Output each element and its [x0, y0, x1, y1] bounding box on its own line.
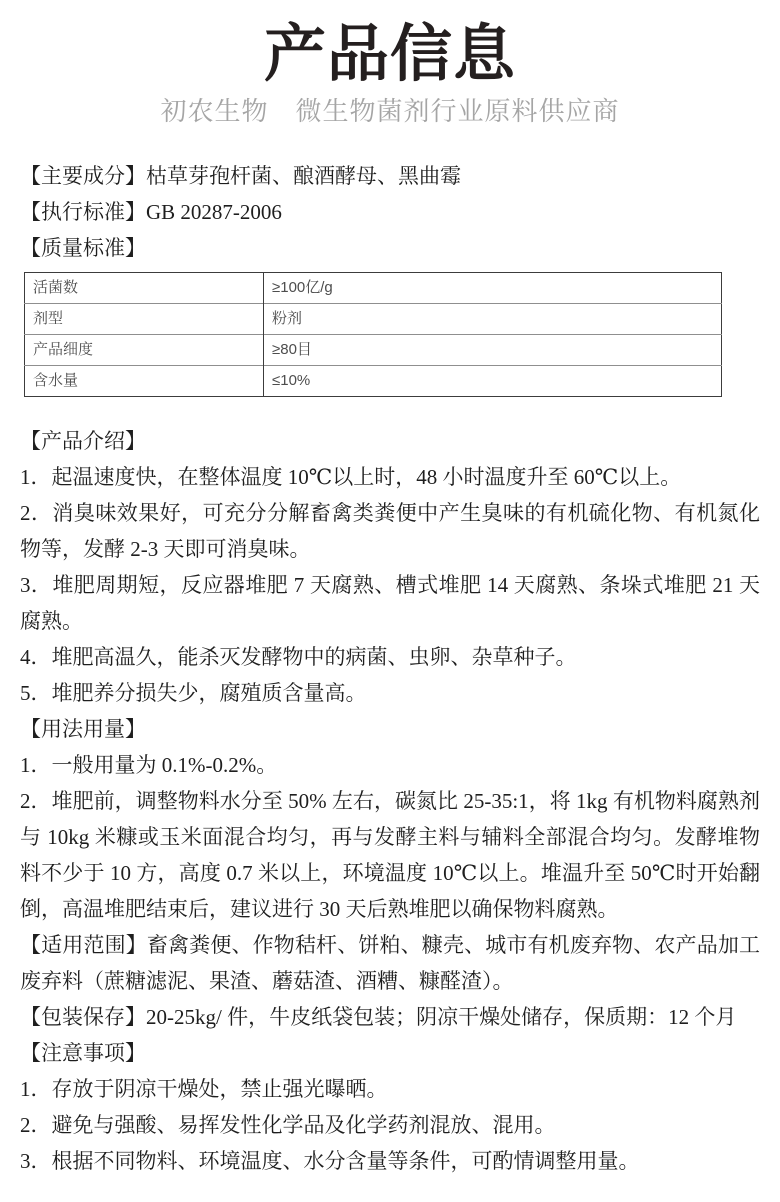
table-row: [25, 304, 722, 335]
note-item-2: 2．避免与强酸、易挥发性化学品及化学药剂混放、混用。: [20, 1113, 556, 1137]
row-value: ≥100亿/g: [264, 273, 722, 304]
row-value: ≤10%: [264, 366, 722, 397]
page-content: [0, 128, 780, 1179]
page-title: 产品信息: [263, 21, 516, 89]
usage-heading: 【用法用量】: [20, 717, 146, 741]
notes-heading: 【注意事项】: [20, 1041, 146, 1065]
page-subtitle: 初农生物 微生物菌剂行业原料供应商: [160, 96, 620, 126]
row-label: 活菌数: [33, 279, 79, 296]
row-label: 剂型: [25, 304, 264, 335]
row-label: 产品细度: [25, 335, 264, 366]
intro-item-3: 3．堆肥周期短，反应器堆肥 7 天腐熟、槽式堆肥 14 天腐熟、条垛式堆肥 21 天腐熟。: [20, 573, 760, 633]
quality-standard-table: [24, 272, 722, 397]
usage-item-2: 2．堆肥前，调整物料水分至 50% 左右，碳氮比 25-35:1，将 1kg 有机物料腐熟剂与 10kg 米糠或玉米面混合均匀，再与发酵主料与辅料全部混合均匀。发酵堆物料不少于 10 方，高度 0.7 米以上，环境温度 10℃以上。堆温升至 50℃时开始翻倒，高温堆肥结束后，建议进行 30 天后熟堆肥以确保物料腐熟。: [20, 789, 760, 921]
row-value: ≥80目: [264, 335, 722, 366]
main-ingredients-line: 【主要成分】枯草芽孢杆菌、酿酒酵母、黑曲霉: [20, 164, 461, 188]
intro-item-2: 2．消臭味效果好，可充分分解畜禽类粪便中产生臭味的有机硫化物、有机氮化物等，发酵 2-3 天即可消臭味。: [20, 501, 760, 561]
intro-item-5: 5．堆肥养分损失少，腐殖质含量高。: [20, 681, 367, 705]
page-header: [0, 0, 780, 128]
product-intro-heading: 【产品介绍】: [20, 429, 146, 453]
note-item-1: 1．存放于阴凉干燥处，禁止强光曝晒。: [20, 1077, 388, 1101]
packaging-line: 【包装保存】20-25kg/ 件，牛皮纸袋包装；阴凉干燥处储存，保质期：12 个月: [20, 1005, 737, 1029]
table-row: [25, 335, 722, 366]
quality-standard-heading: 【质量标准】: [20, 236, 146, 260]
intro-item-4: 4．堆肥高温久，能杀灭发酵物中的病菌、虫卵、杂草种子。: [20, 645, 577, 669]
row-label: 含水量: [25, 366, 264, 397]
usage-item-1: 1．一般用量为 0.1%-0.2%。: [20, 753, 278, 777]
scope-line: 【适用范围】畜禽粪便、作物秸杆、饼粕、糠壳、城市有机废弃物、农产品加工废弃料（蔗糖滤泥、果渣、蘑菇渣、酒糟、糠醛渣）。: [20, 933, 760, 993]
row-value: 粉剂: [264, 304, 722, 335]
table-row: [25, 366, 722, 397]
note-item-3: 3．根据不同物料、环境温度、水分含量等条件，可酌情调整用量。: [20, 1149, 640, 1173]
table-row: [25, 273, 722, 304]
execution-standard-line: 【执行标准】GB 20287-2006: [20, 200, 282, 224]
intro-item-1: 1．起温速度快，在整体温度 10℃以上时，48 小时温度升至 60℃以上。: [20, 465, 682, 489]
